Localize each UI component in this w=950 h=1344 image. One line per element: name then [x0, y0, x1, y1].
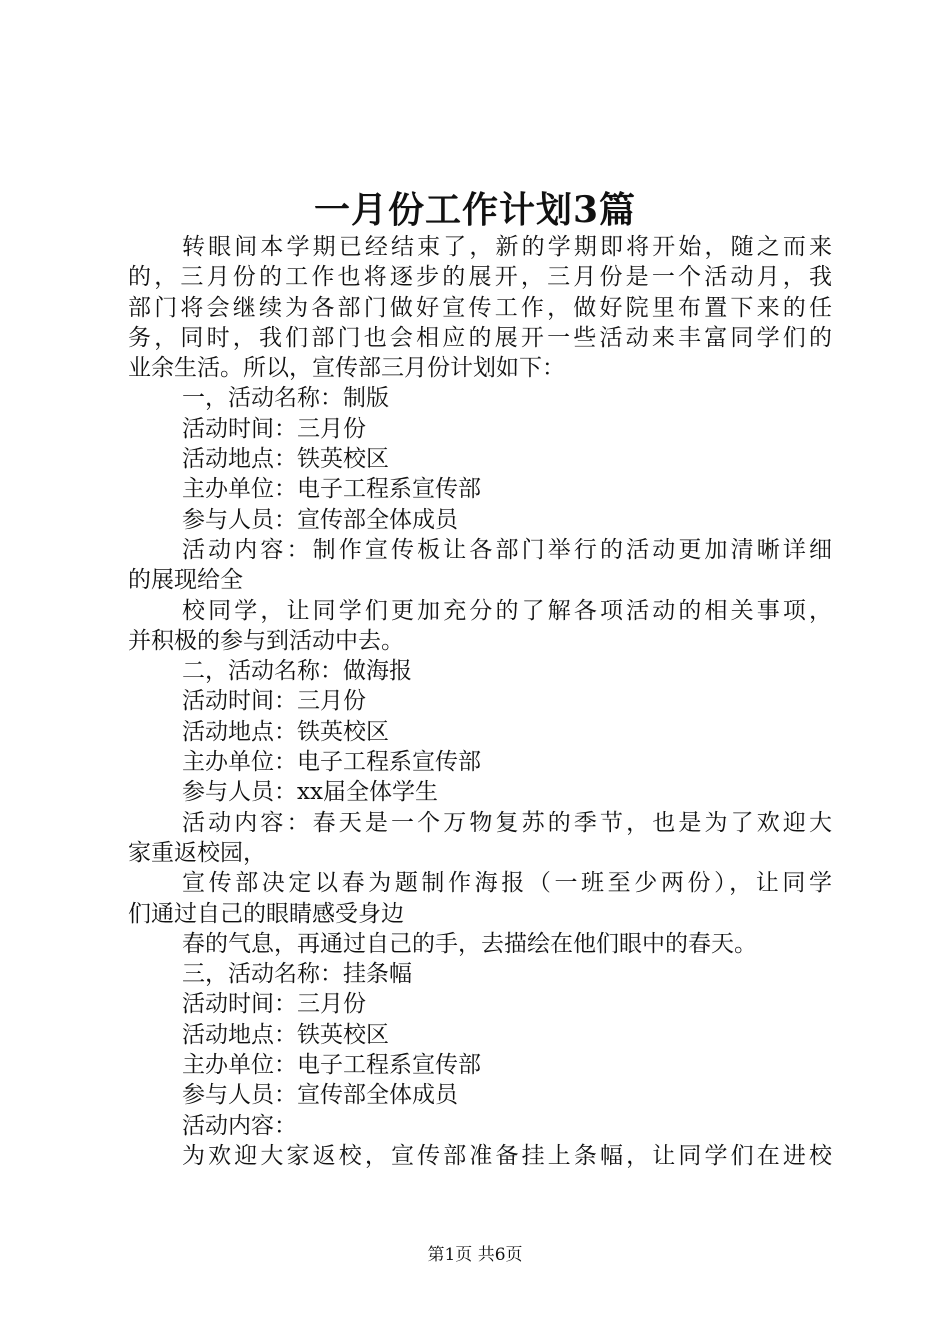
body-line: 参与人员：宣传部全体成员 [182, 506, 458, 533]
body-line: 务，同时，我们部门也会相应的展开一些活动来丰富同学们的 [128, 324, 832, 351]
body-line: 主办单位：电子工程系宣传部 [182, 476, 481, 503]
body-line: 部门将会继续为各部门做好宣传工作，做好院里布置下来的任 [128, 294, 832, 321]
document-body [128, 232, 832, 1171]
body-line: 家重返校园， [128, 839, 266, 866]
body-line: 活动内容：春天是一个万物复苏的季节，也是为了欢迎大 [182, 809, 832, 836]
document-title: 一月份工作计划3篇 [313, 189, 637, 231]
body-line: 为欢迎大家返校，宣传部准备挂上条幅，让同学们在进校 [182, 1142, 832, 1169]
body-line: 参与人员：宣传部全体成员 [182, 1082, 458, 1109]
body-line: 转眼间本学期已经结束了，新的学期即将开始，随之而来 [182, 234, 832, 260]
body-line: 活动地点：铁英校区 [182, 1021, 389, 1048]
body-line: 活动地点：铁英校区 [182, 718, 389, 745]
body-line: 并积极的参与到活动中去。 [128, 627, 404, 654]
body-line: 的展现给全 [128, 567, 243, 594]
body-line: 活动时间：三月份 [182, 415, 366, 442]
body-line: 活动时间：三月份 [182, 991, 366, 1018]
body-line: 的，三月份的工作也将逐步的展开，三月份是一个活动月，我 [128, 264, 832, 291]
body-line: 三，活动名称：挂条幅 [182, 961, 412, 988]
body-line: 主办单位：电子工程系宣传部 [182, 1052, 481, 1079]
body-line: 一，活动名称：制版 [182, 385, 389, 412]
body-line: 活动内容：制作宣传板让各部门举行的活动更加清晰详细 [182, 536, 832, 563]
body-line: 们通过自己的眼睛感受身边 [128, 900, 404, 927]
body-line: 二，活动名称：做海报 [182, 658, 412, 685]
body-line: 活动时间：三月份 [182, 688, 366, 715]
body-line: 春的气息，再通过自己的手，去描绘在他们眼中的春天。 [182, 930, 757, 957]
body-line: 主办单位：电子工程系宣传部 [182, 749, 481, 776]
body-line: 宣传部决定以春为题制作海报（一班至少两份），让同学 [182, 870, 832, 897]
page-footer: 第1页 共6页 [427, 1245, 523, 1265]
body-line: 活动地点：铁英校区 [182, 446, 389, 473]
body-line: 业余生活。所以，宣传部三月份计划如下： [128, 355, 565, 382]
body-line: 参与人员：xx届全体学生 [182, 779, 438, 806]
body-line: 校同学，让同学们更加充分的了解各项活动的相关事项， [182, 597, 832, 624]
body-line: 活动内容： [182, 1112, 297, 1139]
